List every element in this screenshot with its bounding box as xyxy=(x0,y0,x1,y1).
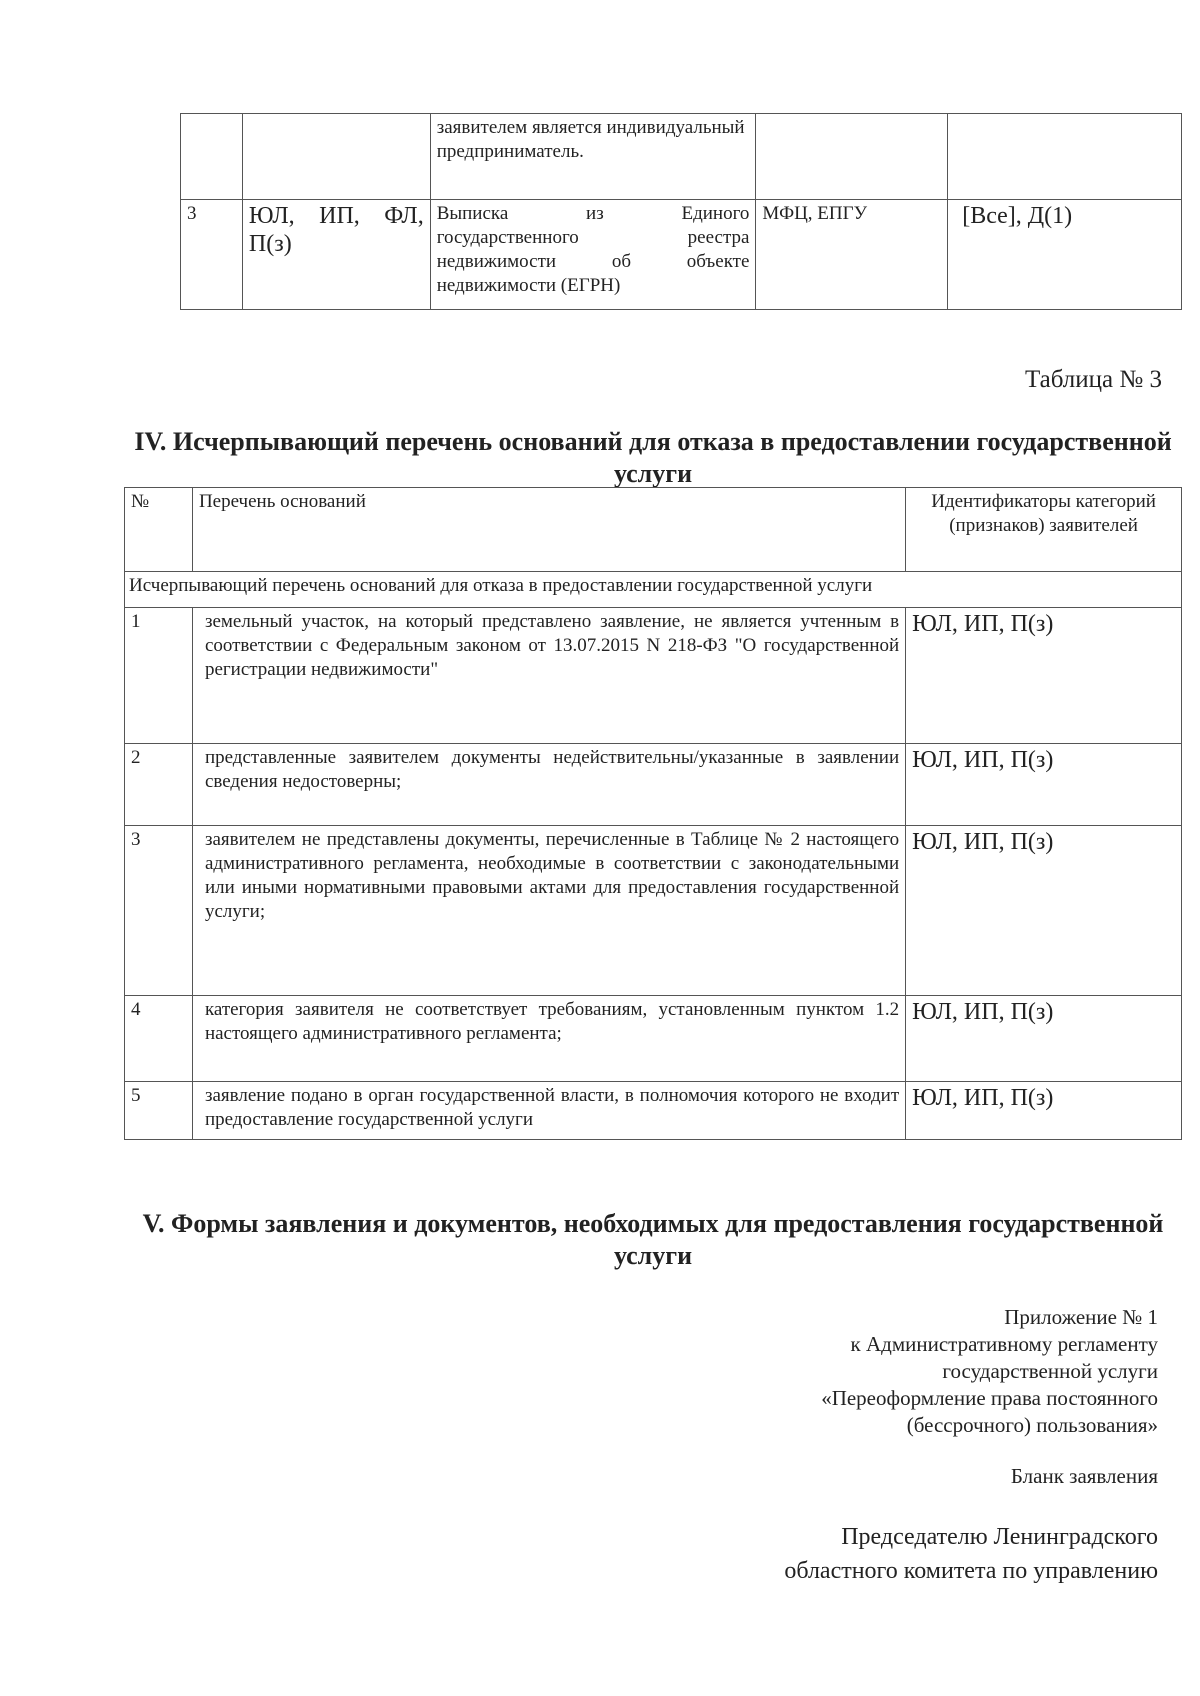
refusal-reason: заявление подано в орган государственной власти, в полномочия которого не входит предоставление государственной услуги xyxy=(192,1082,905,1140)
table-row xyxy=(125,996,1182,1082)
submission-channel: МФЦ, ЕПГУ xyxy=(756,200,948,310)
addressee-line: областного комитета по управлению xyxy=(784,1558,1158,1584)
header-reasons: Перечень оснований xyxy=(192,488,905,572)
span-row-text: Исчерпывающий перечень оснований для отказа в предоставлении государственной услуги xyxy=(125,572,1182,608)
addressee-block xyxy=(784,1520,1158,1588)
table-row xyxy=(125,744,1182,826)
applicant-identifiers: ЮЛ, ИП, П(з) xyxy=(906,744,1182,826)
refusal-grounds-table xyxy=(124,487,1182,1140)
document-description: заявителем является индивидуальный предприниматель. xyxy=(430,114,756,200)
table-row xyxy=(181,200,1182,310)
table-row xyxy=(125,1082,1182,1140)
section-v-heading: V. Формы заявления и документов, необходимых для предоставления государственной услуги xyxy=(142,1209,1164,1270)
applicant-identifiers: ЮЛ, ИП, П(з) xyxy=(906,608,1182,744)
table-row xyxy=(125,608,1182,744)
table-number-label: Таблица № 3 xyxy=(1024,366,1162,393)
table-header-row xyxy=(125,488,1182,572)
applicant-identifiers: ЮЛ, ИП, П(з) xyxy=(906,996,1182,1082)
table-2-continuation xyxy=(180,113,1182,310)
appendix-line: к Административному регламенту xyxy=(850,1332,1158,1356)
applicant-identifiers: ЮЛ, ИП, П(з) xyxy=(906,1082,1182,1140)
refusal-reason: представленные заявителем документы недействительны/указанные в заявлении сведения недостоверны; xyxy=(192,744,905,826)
row-number: 5 xyxy=(125,1082,193,1140)
addressee-line: Председателю Ленинградского xyxy=(841,1524,1158,1550)
appendix-line: Приложение № 1 xyxy=(1004,1305,1158,1329)
applicant-identifiers xyxy=(948,114,1182,200)
header-identifiers: Идентификаторы категорий (признаков) заявителей xyxy=(906,488,1182,572)
applicant-categories: ЮЛ, ИП, ФЛ, П(з) xyxy=(242,200,430,310)
refusal-reason: заявителем не представлены документы, перечисленные в Таблице № 2 настоящего административного регламента, необходимые в соответствии с законодательными или иными нормативными правовыми актами для предоставления государственной услуги; xyxy=(192,826,905,996)
submission-channel xyxy=(756,114,948,200)
table-row xyxy=(181,114,1182,200)
appendix-line: «Переоформление права постоянного xyxy=(821,1386,1158,1410)
appendix-line: (бессрочного) пользования» xyxy=(906,1413,1158,1437)
form-label: Бланк заявления xyxy=(1010,1464,1158,1488)
row-number: 2 xyxy=(125,744,193,826)
table-span-row xyxy=(125,572,1182,608)
row-number xyxy=(181,114,243,200)
section-iv-heading: IV. Исчерпывающий перечень оснований для отказа в предоставлении государственной услуги xyxy=(134,427,1172,488)
table-row xyxy=(125,826,1182,996)
appendix-line: государственной услуги xyxy=(942,1359,1158,1383)
refusal-reason: земельный участок, на который представлено заявление, не является учтенным в соответствии с Федеральным законом от 13.07.2015 N 218-ФЗ "О государственной регистрации недвижимости" xyxy=(192,608,905,744)
applicant-identifiers: ЮЛ, ИП, П(з) xyxy=(906,826,1182,996)
row-number: 3 xyxy=(181,200,243,310)
header-number: № xyxy=(125,488,193,572)
refusal-reason: категория заявителя не соответствует требованиям, установленным пунктом 1.2 настоящего административного регламента; xyxy=(192,996,905,1082)
row-number: 3 xyxy=(125,826,193,996)
row-number: 4 xyxy=(125,996,193,1082)
document-description: Выписка из Единого государственного реестра недвижимости об объекте недвижимости (ЕГРН) xyxy=(430,200,756,310)
row-number: 1 xyxy=(125,608,193,744)
appendix-block xyxy=(821,1304,1158,1439)
applicant-categories xyxy=(242,114,430,200)
applicant-identifiers: [Все], Д(1) xyxy=(948,200,1182,310)
